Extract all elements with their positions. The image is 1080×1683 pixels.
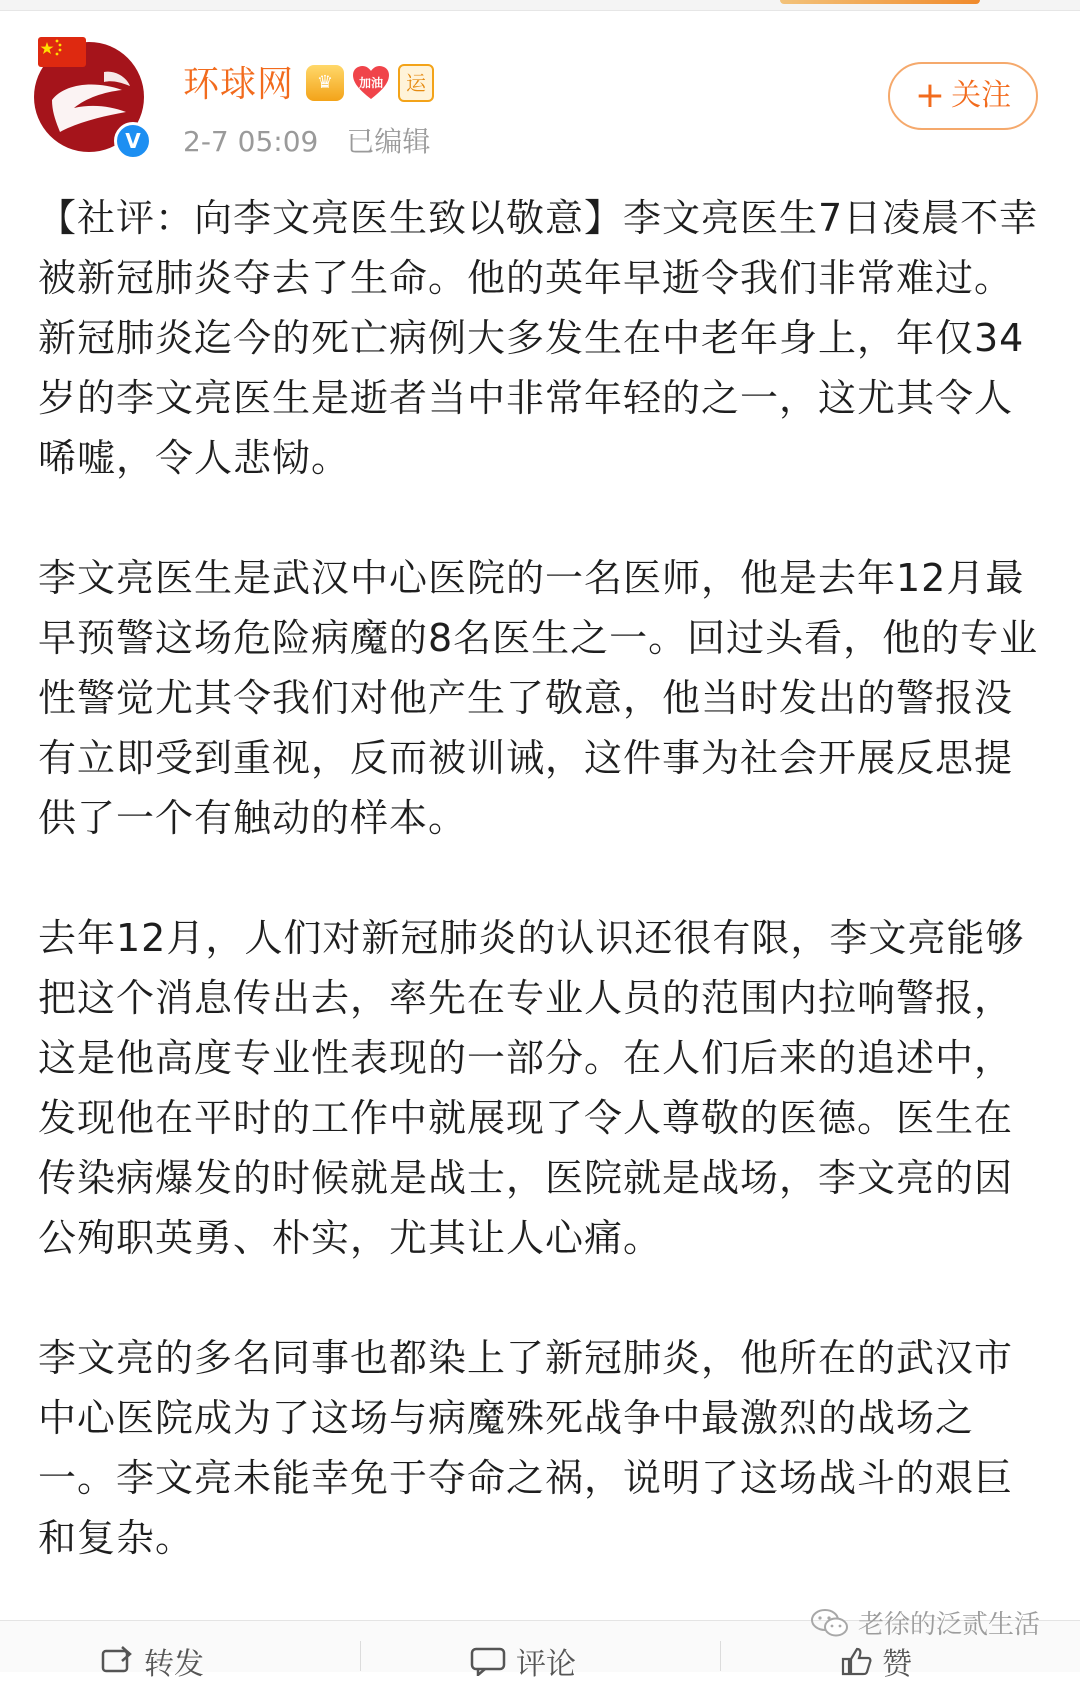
follow-button[interactable] (888, 62, 1038, 130)
comment-button[interactable] (470, 1641, 576, 1681)
comment-label: 评论 (516, 1647, 576, 1682)
post-timestamp: 2-7 05:09 (183, 125, 319, 158)
plus-icon: + (914, 75, 946, 116)
comment-icon (470, 1646, 506, 1676)
post-paragraph: 去年12月，人们对新冠肺炎的认识还很有限，李文亮能够把这个消息传出去，率先在专业人员的范围内拉响警报，这是他高度专业性表现的一部分。在人们后来的追述中，发现他在平时的工作中就展现了令人尊敬的医德。医生在传染病爆发的时候就是战士，医院就是战场，李文亮的因公殉职英勇、朴实，尤其让人心痛。 (38, 916, 1025, 1260)
like-icon (840, 1646, 872, 1676)
like-button[interactable] (840, 1641, 912, 1681)
repost-icon (100, 1646, 134, 1676)
repost-button[interactable] (100, 1641, 204, 1681)
post-body (38, 188, 1043, 1628)
heart-badge-icon[interactable] (352, 65, 390, 101)
divider (360, 1641, 361, 1671)
repost-label: 转发 (144, 1647, 204, 1682)
wechat-icon (810, 1607, 850, 1639)
yun-badge-icon[interactable]: 运 (398, 64, 434, 102)
post-paragraph: 李文亮医生是武汉中心医院的一名医师，他是去年12月最早预警这场危险病魔的8名医生之一。回过头看，他的专业性警觉尤其令我们对他产生了敬意，他当时发出的警报没有立即受到重视，反而被训诫，这件事为社会开展反思提供了一个有触动的样本。 (38, 556, 1039, 840)
watermark-text: 老徐的泛贰生活 (857, 1610, 1040, 1640)
account-name[interactable]: 环球网 (183, 64, 295, 105)
like-label: 赞 (882, 1647, 912, 1682)
follow-label: 关注 (951, 78, 1012, 113)
badge-group (306, 63, 434, 103)
post-paragraph: 【社评：向李文亮医生致以敬意】李文亮医生7日凌晨不幸被新冠肺炎夺去了生命。他的英年早逝令我们非常难过。新冠肺炎迄今的死亡病例大多发生在中老年身上，年仅34岁的李文亮医生是逝者当中非常年轻的之一，这尤其令人唏嘘，令人悲恸。 (38, 196, 1039, 480)
china-flag-icon (36, 33, 88, 73)
post-paragraph: 李文亮的多名同事也都染上了新冠肺炎，他所在的武汉市中心医院成为了这场与病魔殊死战争中最激烈的战场之一。李文亮未能幸免于夺命之祸，说明了这场战斗的艰巨和复杂。 (38, 1336, 1014, 1560)
edited-label[interactable]: 已编辑 (346, 125, 431, 158)
verified-icon: V (114, 122, 152, 160)
wechat-watermark (810, 1604, 1040, 1641)
post-meta (183, 120, 430, 160)
heart-badge-label: 加油 (358, 76, 383, 90)
crown-badge-icon[interactable]: ♛ (306, 65, 344, 101)
top-accent-bar (780, 0, 980, 4)
divider (720, 1641, 721, 1671)
